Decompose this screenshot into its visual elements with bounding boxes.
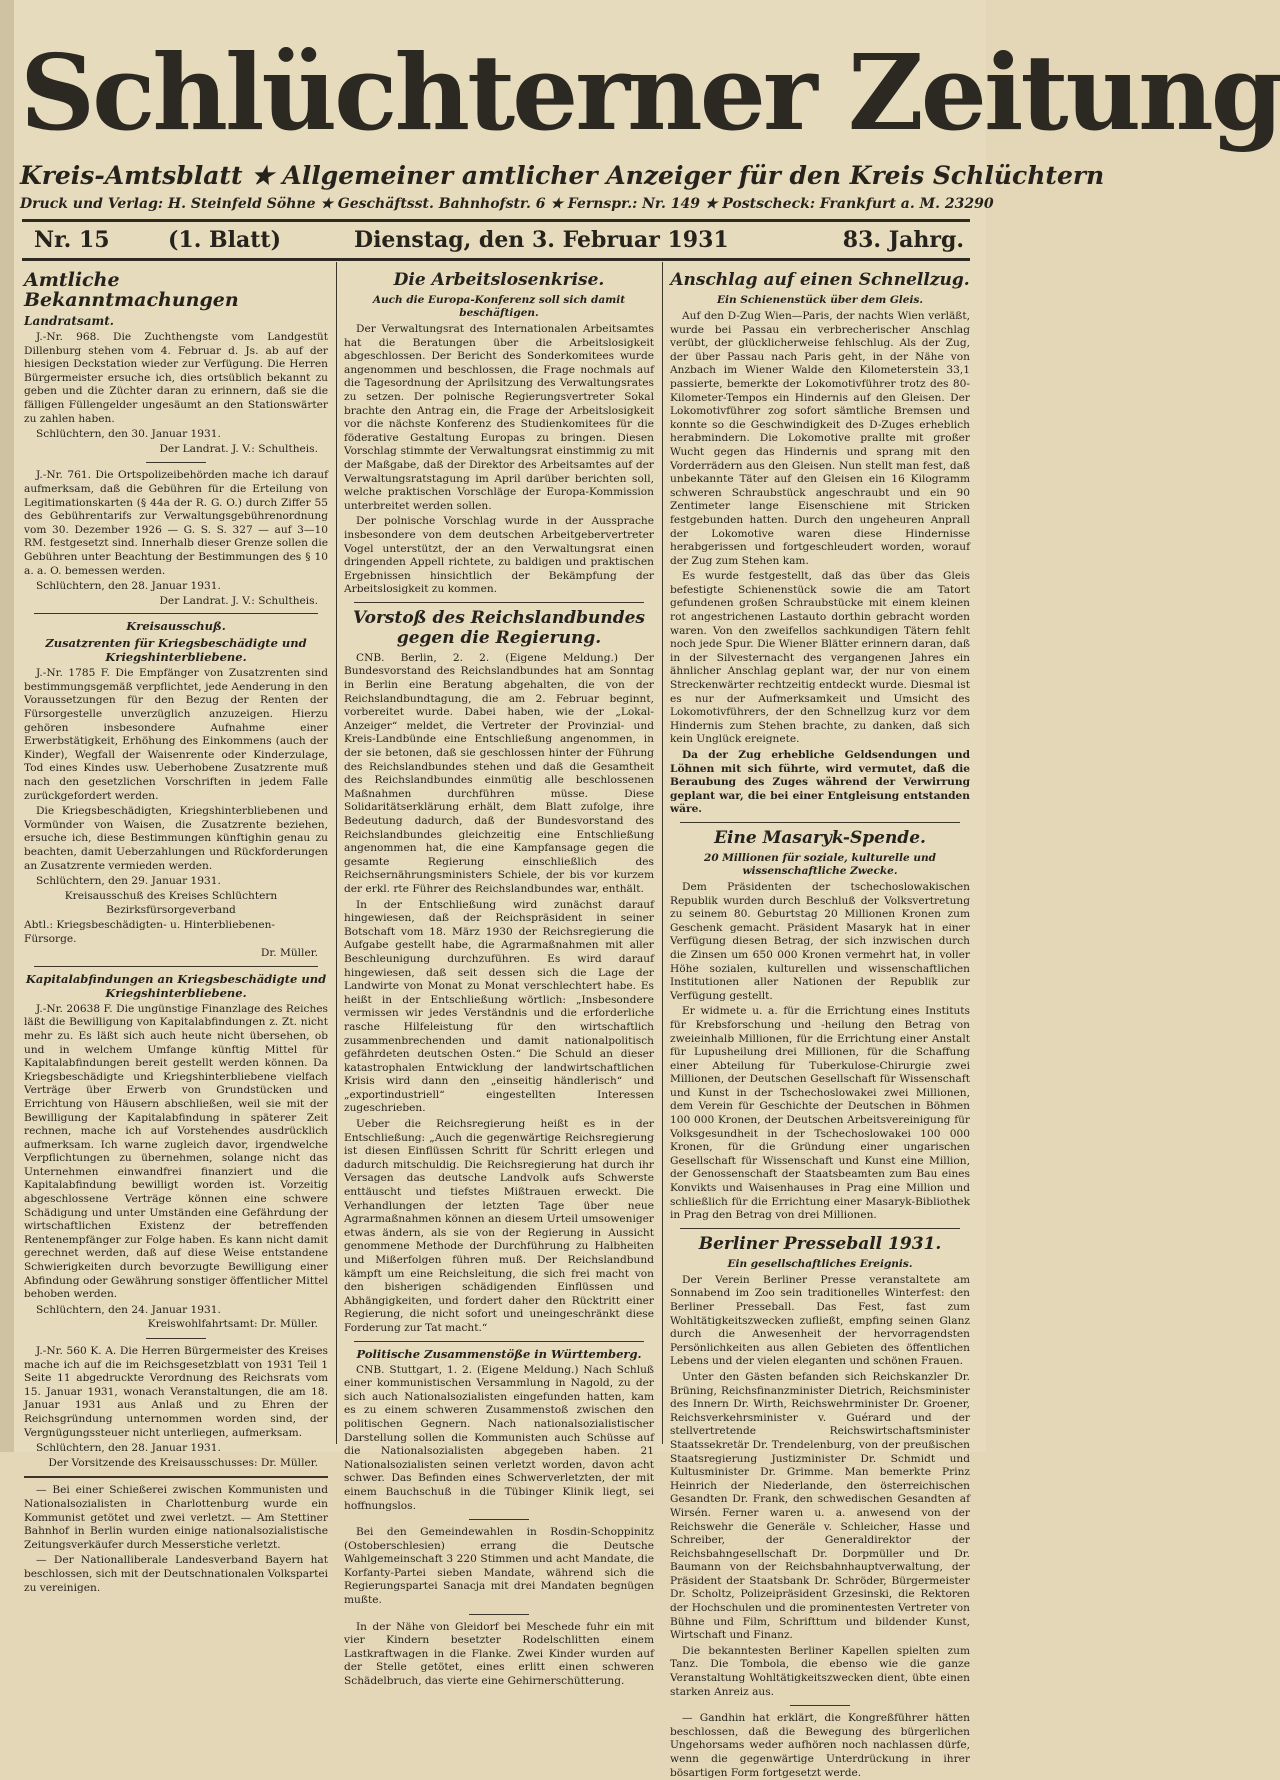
article-kicker: Ein gesellschaftliches Ereignis.: [727, 1257, 913, 1270]
article-paragraph: Er widmete u. a. für die Errichtung eines Instituts für Krebsforschung und -heilung den Betrag von zweieinhalb Millionen, für die Errichtung einer Anstalt für Lupusheilung drei Millionen, für die Schaffung einer Abteilung für Tuberkulose-Chirurgie zwei Millionen, der Deutschen Gesellschaft für Wissenschaft und Kunst in der Tschechoslowakei zwei Millionen, dem Verein für Geschichte der Deutschen in Böhmen 100 000 Kronen, der Deutschen Arbeitsvereinigung für Volksgesundheit in der Tschechoslowakei 100 000 Kronen, für die Gründung einer ungarischen Gesellschaft für Wissenschaft und Kunst eine Million, der Genossenschaft der Staatsbeamten zum Bau eines Konvikts und Waisenhauses in Prag eine Million und schließlich für die Errichtung einer Masaryk-Bibliothek in Prag den Betrag von drei Millionen.: [670, 1005, 970, 1222]
divider: [146, 1338, 206, 1339]
article-kicker: Auch die Europa-Konferenz soll sich damit beschäftigen.: [372, 294, 626, 319]
divider: [354, 1341, 644, 1342]
masthead-imprint: Druck und Verlag: H. Steinfeld Söhne ★ Geschäftsst. Bahnhofstr. 6 ★ Fernspr.: Nr. 149 ★ Postscheck: Frankfurt a. M. 23290: [20, 196, 994, 212]
notice-text: Die Kriegsbeschädigten, Kriegshinterbliebenen und Vormünder von Waisen, die Zusatzrente beziehen, ersuche ich, diese Bestimmungen künftighin genau zu beachten, damit Ueberzahlungen und Rückforderungen an Zusatzrente vermieden werden.: [24, 805, 328, 872]
divider: [354, 602, 644, 603]
divider: [34, 613, 318, 614]
article-heading: Kapitalabfindungen an Kriegsbeschädigte und Kriegshinterbliebene.: [25, 971, 327, 1000]
news-brief: — Gandhin hat erklärt, die Kongreßführer hätten beschlossen, daß die Bewegung des bürgerlichen Ungehorsams weder aufhören noch nachlassen dürfe, wenn die gegenwärtige Unterdrückung in ihrer bösartigen Form fortgesetzt werde.: [670, 1712, 970, 1779]
notice-signature: Abtl.: Kriegsbeschädigten- u. Hinterbliebenen-Fürsorge.: [24, 918, 276, 945]
divider: [34, 966, 318, 967]
news-brief: — Bei einer Schießerei zwischen Kommunisten und Nationalsozialisten in Charlottenburg wurde ein Kommunist getötet und zwei verletzt. — Am Stettiner Bahnhof in Berlin wurden einige nationalsozialistische Zeitungsverkäufer durch Messerstiche verletzt.: [24, 1484, 328, 1551]
article-kicker: 20 Millionen für soziale, kulturelle und wissenschaftliche Zwecke.: [704, 851, 936, 877]
divider: [24, 1476, 328, 1478]
subsection-heading: Landratsamt.: [24, 314, 114, 328]
section-heading: Amtliche Bekanntmachungen: [24, 269, 239, 311]
subsection-heading: Kreisausschuß.: [126, 619, 226, 634]
article-paragraph: Es wurde festgestellt, daß das über das Gleis befestigte Schienenstück sowie die am Tatort gefundenen großen Schraubstücke mit einem kleinen rot angestrichenen Lastauto dorthin gebracht worden waren. Von den zweifellos sachkundigen Tätern fehlt noch jede Spur. Die Wiener Blätter erinnern daran, daß in der Silvesternacht des vergangenen Jahres ein ähnlicher Anschlag geplant war, der nur von einem Streckenwärter rechtzeitig entdeckt wurde. Diesmal ist es nur der Aufmerksamkeit und Umsicht des Lokomotivführers, der den Schnellzug kurz vor dem Hindernis zum Stehen brachte, zu danken, daß sich kein Unglück ereignete.: [670, 570, 970, 746]
article-heading: Zusatzrenten für Kriegsbeschädigte und Kriegshinterbliebene.: [45, 636, 307, 665]
article-paragraph: Die bekanntesten Berliner Kapellen spielten zum Tanz. Die Tombola, die ebenso wie die ganze Veranstaltung Wohltätigkeitszwecken dient, übte einen starken Anreiz aus.: [670, 1644, 970, 1698]
divider: [469, 1519, 529, 1520]
notice-signature: Der Landrat. J. V.: Schultheis.: [159, 442, 318, 455]
issue-date: Dienstag, den 3. Februar 1931: [354, 227, 729, 253]
article-paragraph: Ueber die Reichsregierung heißt es in der Entschließung: „Auch die gegenwärtige Reichsregierung ist diesen Einflüssen Schritt für Schritt erlegen und dadurch mitschuldig. Die Reichsregierung hat durch ihr Versagen das deutsche Landvolk aufs Schwerste enttäuscht und tiefstes Mißtrauen erweckt. Die Verhandlungen der letzten Tage über neue Agrarmaßnahmen können an diesem Urteil umsoweniger etwas ändern, als sie von der Regierung in Aussicht genommene Methode der Durchführung zu Halbheiten und Mißerfolgen führen muß. Der Reichslandbund kämpft um eine Reichsleitung, die sich frei macht von den bisherigen schädigenden Einflüssen und Abhängigkeiten, und fordert daher den Rücktritt einer Regierung, die nicht sofort und uneingeschränkt diese Forderung zur Tat macht.“: [344, 1118, 654, 1334]
notice-text: J.-Nr. 761. Die Ortspolizeibehörden mache ich darauf aufmerksam, daß die Gebühren für die Erteilung von Legitimationskarten (§ 44a der R. G. O.) durch Ziffer 55 des Gebührentarifs zur Verwaltungsgebührenordnung vom 30. Dezember 1926 — G. S. S. 327 — auf 3—10 RM. festgesetzt sind. Innerhalb dieser Grenze sollen die Gebühren unter Beachtung der Bestimmungen des § 10 a. a. O. bemessen werden.: [24, 469, 328, 577]
column-politics: [344, 268, 654, 1688]
notice-date: Schlüchtern, den 30. Januar 1931.: [36, 428, 221, 441]
notice-date: Schlüchtern, den 29. Januar 1931.: [36, 875, 221, 888]
news-brief: Bei den Gemeindewahlen in Rosdin-Schoppinitz (Ostoberschlesien) errang die Deutsche Wahlgemeinschaft 3 220 Stimmen und acht Mandate, die Korfanty-Partei sieben Mandate, während sich die Regierungspartei Sanacja mit drei Mandaten begnügen mußte.: [344, 1526, 654, 1607]
divider: [790, 1705, 850, 1706]
notice-signature: Bezirksfürsorgeverband: [106, 904, 236, 917]
issue-line: [28, 224, 968, 256]
news-brief: — Der Nationalliberale Landesverband Bayern hat beschlossen, sich mit der Deutschnationalen Volkspartei zu vereinigen.: [24, 1554, 328, 1594]
article-kicker: Ein Schienenstück über dem Gleis.: [716, 294, 924, 306]
adjacent-page-edge: [0, 0, 15, 1452]
divider: [680, 822, 960, 823]
article-paragraph: Der polnische Vorschlag wurde in der Aussprache insbesondere von dem deutschen Arbeitgebervertreter Vogel unterstützt, der an den Verwaltungsrat einen dringenden Appell richtete, zu baldigen und praktischen Ergebnissen hinsichtlich der Bekämpfung der Arbeitslosigkeit zu kommen.: [344, 515, 654, 596]
issue-volume: 83. Jahrg.: [842, 227, 964, 253]
notice-date: Schlüchtern, den 28. Januar 1931.: [36, 580, 221, 593]
notice-text: J.-Nr. 968. Die Zuchthengste vom Landgestüt Dillenburg stehen vom 4. Februar d. Js. ab auf der hiesigen Deckstation wieder zur Verfügung. Die Herren Bürgermeister ersuche ich, dies ortsüblich bekannt zu geben und die Züchter daran zu erinnern, daß sie die fälligen Füllengelder ungesäumt an den Stationswärter zu zahlen haben.: [24, 331, 328, 425]
article-paragraph: Der Verwaltungsrat des Internationalen Arbeitsamtes hat die Beratungen über die Arbeitslosigkeit abgeschlossen. Der Bericht des Sonderkomitees wurde angenommen und beschlossen, die Frage nochmals auf die Tagesordnung der Aprilsitzung des Verwaltungsrates zu setzen. Der polnische Regierungsvertreter Sokal brachte den Antrag ein, die Frage der Arbeitslosigkeit vor die nächste Konferenz des Studienkomitees für die föderative Gestaltung Europas zu bringen. Diesen Vorschlag stimmte der Verwaltungsrat einstimmig zu mit der Maßgabe, daß der Direktor des Arbeitsamtes auf der Verwaltungsratstagung im April darüber berichten soll, welche praktischen Vorschläge der Europa-Kommission unterbreitet werden sollen.: [344, 323, 654, 512]
notice-text: J.-Nr. 560 K. A. Die Herren Bürgermeister des Kreises mache ich auf die im Reichsgesetzblatt von 1931 Teil 1 Seite 11 abgedruckte Verordnung des Reichsrats vom 15. Januar 1931, wonach Veranstaltungen, die am 18. Januar 1931 aus Anlaß und zu Ehren der Reichsgründung unternommen worden sind, der Vergnügungssteuer nicht unterliegen, aufmerksam.: [24, 1345, 328, 1439]
column-news: [670, 268, 970, 1779]
article-paragraph: In der Entschließung wird zunächst darauf hingewiesen, daß der Reichspräsident in seiner Botschaft vom 18. März 1930 der Reichsregierung die Aufgabe gestellt habe, die Agrarmaßnahmen mit aller Beschleunigung durchzuführen. Es wird darauf hingewiesen, daß seit dessen sich die Lage der Landwirte von Monat zu Monat verschlechtert habe. Es heißt in der Entschließung wörtlich: „Insbesondere vermissen wir jedes Verständnis und die erforderliche rasche Hilfeleistung für den wirtschaftlich zusammenbrechenden und damit nationalpolitisch gefährdeten deutschen Osten.“ Die Schuld an dieser katastrophalen Entwicklung der landwirtschaftlichen Krisis wird dann den „einseitig händlerisch“ und „exportindustriell“ eingestellten Interessen zugeschrieben.: [344, 898, 654, 1115]
masthead-subtitle: Kreis-Amtsblatt ★ Allgemeiner amtlicher Anzeiger für den Kreis Schlüchtern: [20, 161, 1105, 190]
article-headline: Die Arbeitslosenkrise.: [393, 270, 605, 290]
masthead-rule-bottom: [22, 258, 970, 261]
newspaper-title: Schlüchterner Zeitung: [20, 31, 1280, 154]
article-paragraph: Der Verein Berliner Presse veranstaltete am Sonnabend im Zoo sein traditionelles Winterfest: den Berliner Presseball. Das Fest, fast zum Wohltätigkeitszwecken zufließt, empfing seinen Glanz durch die Anwesenheit der hervorragendsten Persönlichkeiten aus allen Gebieten des öffentlichen Lebens und der vielen eleganten und schönen Frauen.: [670, 1273, 970, 1368]
article-paragraph: CNB. Stuttgart, 1. 2. (Eigene Meldung.) Nach Schluß einer kommunistischen Versammlung in Nagold, zu der sich auch Nationalsozialisten eingefunden hatten, kam es zu einem schweren Zusammenstoß zwischen den politischen Gegnern. Nach nationalsozialistischer Darstellung sollen die Kommunisten auch Schüsse auf die Nationalsozialisten abgegeben haben. 21 Nationalsozialisten seinen verletzt worden, davon acht schwer. Das Befinden eines Schwerverletzten, der mit einem Bauchschuß in die Tübinger Klinik liegt, sei hoffnungslos.: [344, 1363, 654, 1512]
notice-signature: Kreiswohlfahrtsamt: Dr. Müller.: [147, 1318, 318, 1331]
column-official-notices: [24, 268, 328, 1594]
article-paragraph: Dem Präsidenten der tschechoslowakischen Republik wurden durch Beschluß der Volksvertretung zu seinem 80. Geburtstag 20 Millionen Kronen zum Geschenk gemacht. Präsident Masaryk hat in einer Verfügung diesen Betrag, der sich inzwischen durch die Zinsen um 650 000 Kronen vermehrt hat, in voller Höhe sozialen, kulturellen und wissenschaftlichen Institutionen aller Nationen der Republik zur Verfügung gestellt.: [670, 880, 970, 1002]
column-divider: [662, 262, 663, 1444]
notice-date: Schlüchtern, den 28. Januar 1931.: [36, 1442, 221, 1455]
divider: [146, 462, 206, 463]
news-brief: In der Nähe von Gleidorf bei Meschede fuhr ein mit vier Kindern besetzter Rodelschlitten einem Lastkraftwagen in die Flanke. Zwei Kinder wurden auf der Stelle getötet, eines erlitt einen schweren Schädelbruch, das vierte eine Gehirnerschütterung.: [344, 1620, 654, 1688]
article-paragraph: Unter den Gästen befanden sich Reichskanzler Dr. Brüning, Reichsfinanzminister Dietrich, Reichsminister des Innern Dr. Wirth, Reichswehrminister Dr. Groener, Reichsverkehrsminister v. Guérard und der stellvertretende Reichswirtschaftsminister Staatssekretär Dr. Trendelenburg, von der preußischen Staatsregierung Justizminister Dr. Schmidt und Kultusminister Dr. Grimme. Man bemerkte Prinz Heinrich der Niederlande, den österreichischen Gesandten Dr. Frank, den schwedischen Gesandten af Wirsén. Ferner waren u. a. anwesend von der Reichswehr die Generäle v. Schleicher, Hasse und Schreiber, der Generaldirektor der Reichsbahngesellschaft Dr. Dorpmüller und Dr. Baumann von der Reichsbahnhauptverwaltung, der Präsident der Staatsbank Dr. Schröder, Bürgermeister Dr. Scholtz, Polizeipräsident Grzesinski, die Rektoren der Hochschulen und die prominentesten Vertreter von Bühne und Film, Schrifttum und bildender Kunst, Wirtschaft und Finanz.: [670, 1370, 970, 1642]
notice-text: J.-Nr. 1785 F. Die Empfänger von Zusatzrenten sind bestimmungsgemäß verpflichtet, jede Aenderung in den Voraussetzungen für den Bezug der Renten der Fürsorgestelle unverzüglich anzuzeigen. Hierzu gehören insbesondere Aufnahme einer Erwerbstätigkeit, Erhöhung des Einkommens (auch der Kinder), Wegfall der Waisenrente oder Kinderzulage, Tod eines Kindes usw. Ueberhobene Zusatzrente muß nach den gesetzlichen Vorschriften in jedem Falle zurückgefordert werden.: [24, 667, 328, 802]
article-headline: Anschlag auf einen Schnellzug.: [670, 270, 970, 290]
divider: [469, 1614, 529, 1615]
issue-sheet: (1. Blatt): [168, 227, 281, 253]
column-divider: [336, 262, 337, 1444]
article-headline: Eine Masaryk-Spende.: [714, 827, 926, 848]
issue-number: Nr. 15: [34, 227, 110, 253]
masthead-rule-top: [22, 219, 970, 222]
notice-signature: Der Landrat. J. V.: Schultheis.: [159, 594, 318, 607]
article-headline: Berliner Presseball 1931.: [698, 1233, 942, 1254]
article-headline: Vorstoß des Reichslandbundes gegen die Regierung.: [353, 607, 645, 648]
notice-text: J.-Nr. 20638 F. Die ungünstige Finanzlage des Reiches läßt die Bewilligung von Kapitalabfindungen z. Zt. nicht mehr zu. Es läßt sich auch heute nicht übersehen, ob und in welchem Umfange künftig Mittel für Kapitalabfindungen bereit gestellt werden können. Da Kriegsbeschädigte und Kriegshinterbliebene vielfach Verträge über Erwerb von Grundstücken und Errichtung von Häusern abschließen, weil sie mit der Bewilligung der Kapitalabfindung in späterer Zeit rechnen, mache ich auf Vorstehendes ausdrücklich aufmerksam. Ich warne zugleich davor, irgendwelche Verpflichtungen zu übernehmen, solange nicht das Unternehmen einwandfrei finanziert und die Kapitalabfindung bewilligt worden ist. Vorzeitig abgeschlossene Verträge können eine schwere Schädigung und unter Umständen eine Gefährdung der wirtschaftlichen Existenz der betreffenden Rentenempfänger zur Folge haben. Es kann nicht damit gerechnet werden, daß auf diese Weise entstandene Schwierigkeiten durch bevorzugte Bewilligung einer Abfindung oder Gewährung sonstiger öffentlicher Mittel behoben werden.: [24, 1002, 328, 1301]
divider: [680, 1228, 960, 1229]
article-paragraph: CNB. Berlin, 2. 2. (Eigene Meldung.) Der Bundesvorstand des Reichslandbundes hat am Sonntag in Berlin eine Beratung abgehalten, die von der Reichslandbundtagung, die am 2. Februar beginnt, vorbereitet wurde. Dabei haben, wie der „Lokal-Anzeiger“ meldet, die Vertreter der Provinzial- und Kreis-Landbünde eine Entschließung angenommen, in der sie betonen, daß sie geschlossen hinter der Führung des Reichslandbundes stehen und daß die Gesamtheit des Reichslandbundes einmütig alle beschlossenen Maßnahmen durchführen müsse. Diese Solidaritätserklärung erhält, dem Blatt zufolge, ihre Bedeutung dadurch, daß der Bundesvorstand des Reichslandbundes gleichzeitig eine Entschließung angenommen hat, die eine Kampfansage gegen die gesamte Regierung einschließlich des Reichsernährungsministers Schiele, der bis vor kurzem der erkl. rte Führer des Reichslandbundes war, enthält.: [344, 651, 654, 895]
notice-signature: Kreisausschuß des Kreises Schlüchtern: [64, 889, 278, 902]
article-paragraph: Da der Zug erhebliche Geldsendungen und Löhnen mit sich führte, wird vermutet, daß die Beraubung des Zuges während der Verwirrung geplant war, die bei einer Entgleisung entstanden wäre.: [670, 749, 970, 816]
article-paragraph: Auf den D-Zug Wien—Paris, der nachts Wien verläßt, wurde bei Passau ein verbrecherischer Anschlag verübt, der glücklicherweise fehlschlug. Als der Zug, der über Passau nach Paris geht, in der Nähe von Anzbach im Wiener Walde den Kilometerstein 33,1 passierte, bemerkte der Lokomotivführer trotz des 80-Kilometer-Tempos ein Hindernis auf den Gleisen. Der Lokomotivführer zog sofort sämtliche Bremsen und konnte so die Geschwindigkeit des D-Zuges erheblich herabmindern. Die Lokomotive prallte mit großer Wucht gegen das Hindernis und sprang mit den Vorderrädern aus den Gleisen. Nun stellt man fest, daß unbekannte Täter auf den Gleisen ein 16 Kilogramm schweren Schraubstück angeschraubt und ein 90 Zentimeter lange Eisenschiene mit Stricken festgebunden hatten. Durch den ungeheuren Anprall der Lokomotive waren diese Hindernisse herabgerissen und fortgeschleudert worden, worauf der Zug zum Stehen kam.: [670, 310, 970, 567]
notice-signature: Dr. Müller.: [260, 947, 318, 960]
notice-signature: Der Vorsitzende des Kreisausschusses: Dr. Müller.: [48, 1456, 318, 1469]
notice-date: Schlüchtern, den 24. Januar 1931.: [36, 1303, 221, 1316]
article-headline: Politische Zusammenstöße in Württemberg.: [356, 1346, 642, 1361]
